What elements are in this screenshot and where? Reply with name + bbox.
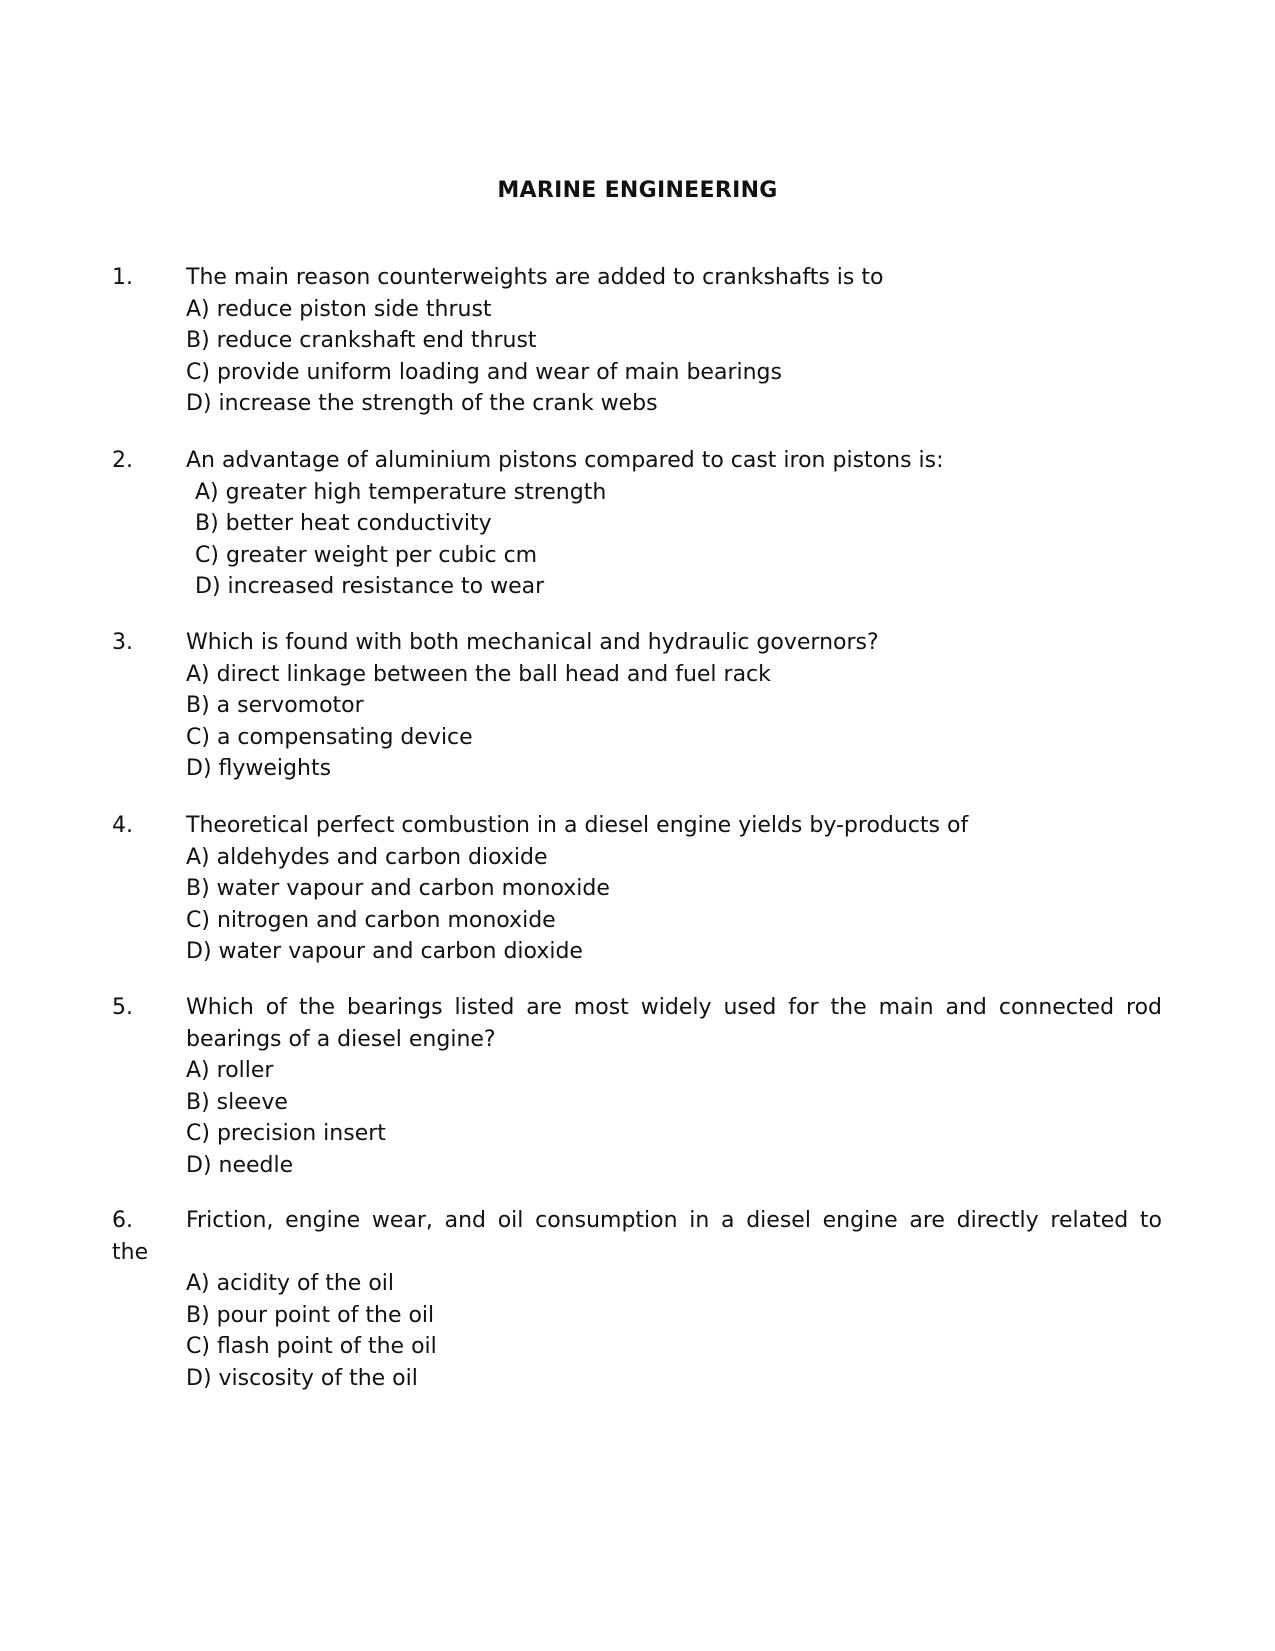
option-c: C) a compensating device	[186, 724, 473, 750]
options-list	[186, 842, 1162, 968]
question-2	[112, 445, 1162, 603]
question-number: 5.	[112, 995, 133, 1020]
page-title: MARINE ENGINEERING	[497, 178, 778, 203]
option-c: C) provide uniform loading and wear of main bearings	[186, 359, 782, 385]
question-number: 2.	[112, 448, 133, 473]
option-b: B) better heat conductivity	[195, 511, 492, 536]
question-6	[112, 1205, 1162, 1394]
question-4	[112, 810, 1162, 968]
option-d: D) increase the strength of the crank webs	[186, 391, 658, 416]
option-d: D) viscosity of the oil	[186, 1365, 418, 1391]
question-text: Which of the bearings listed are most widely used for the main and connected rod bearings of a diesel engine?	[186, 995, 1162, 1052]
question-text-wrap: the	[112, 1239, 149, 1265]
question-text: An advantage of aluminium pistons compared to cast iron pistons is:	[186, 448, 944, 473]
option-b: B) water vapour and carbon monoxide	[186, 876, 610, 901]
option-c: C) greater weight per cubic cm	[195, 542, 538, 568]
option-a: A) acidity of the oil	[186, 1271, 395, 1296]
option-c: C) nitrogen and carbon monoxide	[186, 907, 556, 933]
option-b: B) reduce crankshaft end thrust	[186, 328, 537, 353]
options-list	[186, 1055, 1162, 1181]
option-b: B) a servomotor	[186, 693, 364, 718]
question-text: The main reason counterweights are added to crankshafts is to	[186, 265, 884, 290]
options-list	[186, 659, 1162, 785]
option-b: B) sleeve	[186, 1089, 288, 1115]
option-a: A) direct linkage between the ball head and fuel rack	[186, 661, 771, 687]
question-text: Which is found with both mechanical and hydraulic governors?	[186, 630, 879, 655]
option-a: A) greater high temperature strength	[195, 479, 607, 505]
option-d: D) water vapour and carbon dioxide	[186, 939, 583, 964]
options-list	[186, 294, 1162, 420]
question-number: 6.	[112, 1208, 133, 1233]
question-number: 3.	[112, 630, 133, 655]
option-b: B) pour point of the oil	[186, 1302, 435, 1328]
question-3	[112, 627, 1162, 785]
option-a: A) roller	[186, 1058, 274, 1083]
option-d: D) increased resistance to wear	[195, 574, 545, 599]
question-5	[112, 992, 1162, 1181]
question-number: 1.	[112, 265, 133, 290]
option-d: D) flyweights	[186, 756, 332, 781]
question-1	[112, 262, 1162, 420]
options-list	[186, 1268, 1162, 1394]
option-a: A) reduce piston side thrust	[186, 296, 492, 322]
question-text: Theoretical perfect combustion in a diesel engine yields by-products of	[186, 813, 969, 838]
question-number: 4.	[112, 813, 133, 838]
option-c: C) flash point of the oil	[186, 1334, 437, 1359]
question-text: Friction, engine wear, and oil consumption in a diesel engine are directly related to	[186, 1208, 1162, 1233]
option-d: D) needle	[186, 1152, 294, 1178]
options-list	[195, 477, 1162, 603]
option-a: A) aldehydes and carbon dioxide	[186, 844, 548, 870]
option-c: C) precision insert	[186, 1121, 386, 1146]
